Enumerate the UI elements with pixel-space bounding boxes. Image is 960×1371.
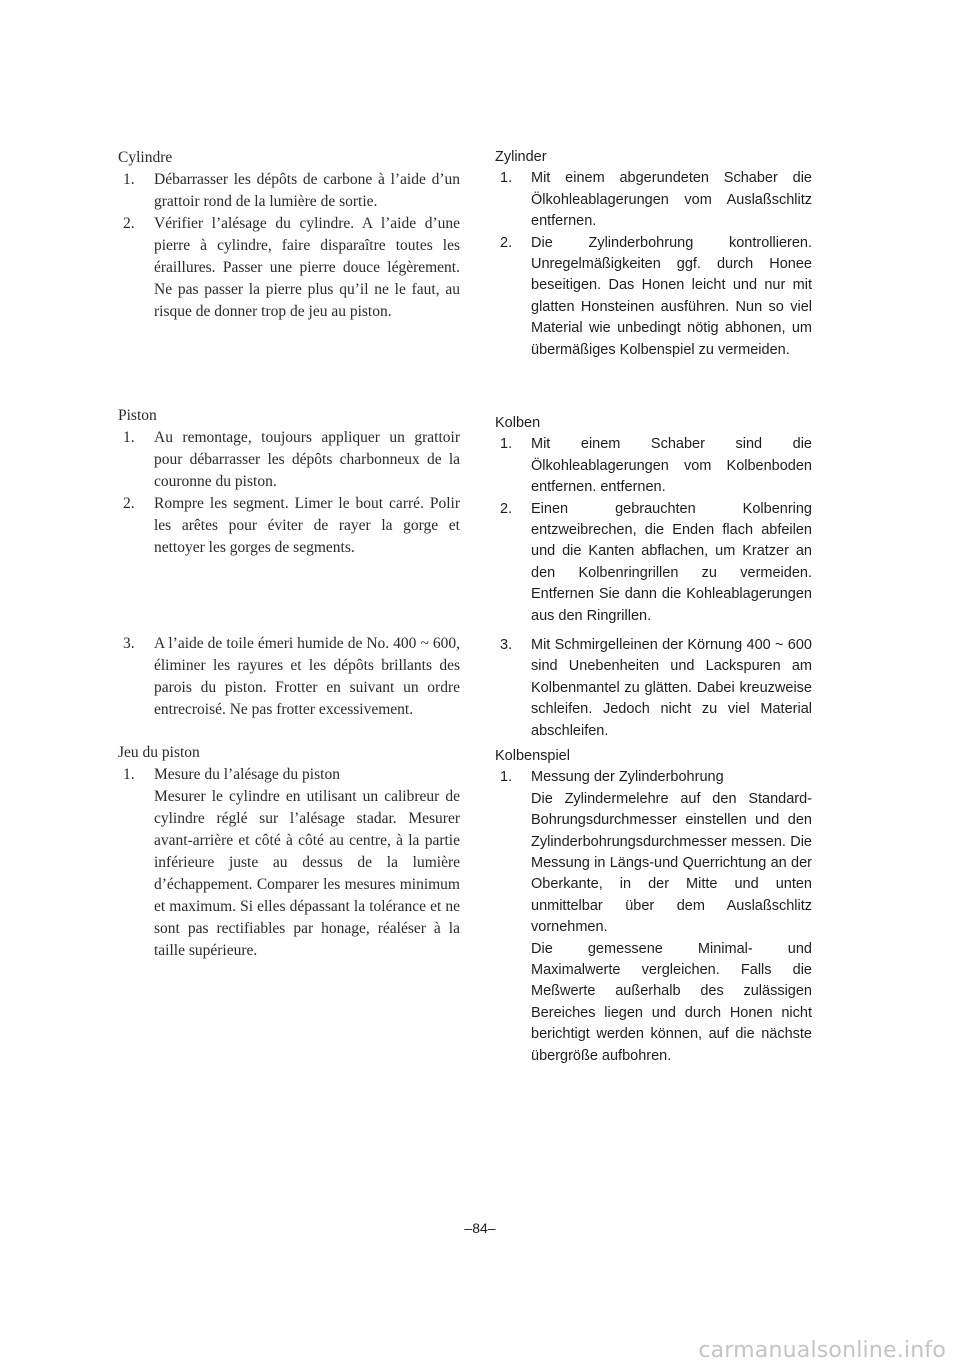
- item-text: Die Zylindermelehre auf den Standard-Bohrungsdurchmesser einstellen und den Zylinderbohrungsdurchmesser messen. Die Messung in Längs-und Querrichtung an der Oberkante, in der Mitte und unten unmittelbar über dem Auslaßschlitz vornehmen.: [531, 790, 812, 936]
- item-number: 1.: [500, 769, 513, 786]
- item-number: 1.: [123, 766, 135, 783]
- fr-clearance-section: [118, 742, 460, 962]
- item-text: Die gemessene Minimal- und Maximalwerte vergleichen. Falls die Meßwerte außerhalb des zulässigen Bereiches liegen und durch Honen nicht berichtigt werden können, auf die nächste übergröße aufbohren.: [531, 940, 812, 1064]
- list-item: [495, 635, 812, 742]
- list-item: [118, 213, 460, 323]
- fr-piston-section: [118, 405, 460, 559]
- list-item: [495, 767, 812, 1067]
- item-number: 2.: [500, 234, 513, 251]
- section-heading: Zylinder: [495, 149, 547, 165]
- item-text: Débarrasser les dépôts de carbone à l’aide d’un grattoir rond de la lumière de sortie.: [154, 171, 460, 210]
- list-item: [118, 633, 460, 721]
- list-item: [495, 168, 812, 232]
- list-item: [118, 427, 460, 493]
- item-text: Mesurer le cylindre en utilisant un calibreur de cylindre réglé sur l’alésage stadar. Mesurer avant-arrière et côté à côté au centre, à la partie inférieure juste au dessus de la lumière d’échappement. Comparer les mesures minimum et maximum. Si elles dépassant la tolérance et ne sont pas rectifiables par honage, réaléser à la taille supérieure.: [154, 788, 460, 959]
- section-heading: Kolben: [495, 415, 541, 431]
- fr-piston-item-3: [118, 633, 460, 721]
- item-text: Vérifier l’alésage du cylindre. A l’aide d’une pierre à cylindre, faire disparaître toutes les éraillures. Passer une pierre douce légèrement. Ne pas passer la pierre plus qu’il ne le faut, au risque de donner trop de jeu au piston.: [154, 215, 460, 320]
- watermark: carmanualsonline.info: [698, 1338, 946, 1363]
- section-heading: Kolbenspiel: [495, 748, 570, 764]
- section-heading: Jeu du piston: [118, 744, 200, 761]
- list-item: [495, 233, 812, 361]
- fr-cylinder-section: [118, 147, 460, 323]
- item-number: 1.: [123, 171, 135, 188]
- item-number: 2.: [500, 500, 513, 517]
- item-number: 3.: [123, 635, 135, 652]
- item-title: Mesure du l’alésage du piston: [154, 766, 340, 783]
- de-clearance-section: [495, 746, 812, 1067]
- list-item: [118, 169, 460, 213]
- item-text: Mit einem Schaber sind die Ölkohleablagerungen vom Kolbenboden entfernen. entfernen.: [531, 436, 812, 496]
- section-heading: Cylindre: [118, 149, 173, 166]
- item-text: Die Zylinderbohrung kontrollieren. Unregelmäßigkeiten ggf. durch Honee beseitigen. Das Honen leicht und nur mit glatten Honsteinen ausführen. Nun so viel Material wie unbedingt nötig abhonen, um übermäßiges Kolbenspiel zu vermeiden.: [531, 234, 812, 358]
- list-item: [495, 434, 812, 498]
- item-text: Einen gebrauchten Kolbenring entzweibrechen, die Enden flach abfeilen und die Kanten abflachen, um Kratzer an den Kolbenringrillen zu vermeiden. Entfernen Sie dann die Kohleablagerungen aus den Ringrillen.: [531, 500, 812, 624]
- item-number: 3.: [500, 637, 513, 653]
- de-piston-item-3: [495, 635, 812, 742]
- de-cylinder-section: [495, 147, 812, 361]
- item-number: 1.: [500, 436, 513, 453]
- item-text: Rompre les segment. Limer le bout carré. Polir les arêtes pour éviter de rayer la gorge et nettoyer les gorges de segments.: [154, 495, 460, 556]
- item-text: Mit einem abgerundeten Schaber die Ölkohleablagerungen vom Auslaßschlitz entfernen.: [531, 170, 812, 230]
- de-piston-section: [495, 413, 812, 627]
- list-item: [118, 493, 460, 559]
- item-text: Mit Schmirgelleinen der Körnung 400 ~ 600 sind Unebenheiten und Lackspuren am Kolbenmantel zu glätten. Dabei kreuzweise schleifen. Jedoch nicht zu viel Material abschleifen.: [531, 637, 812, 739]
- list-item: [118, 764, 460, 962]
- item-number: 1.: [123, 429, 135, 446]
- item-text: Au remontage, toujours appliquer un grattoir pour débarrasser les dépôts charbonneux de la couronne du piston.: [154, 429, 460, 490]
- list-item: [495, 499, 812, 627]
- item-number: 1.: [500, 170, 513, 187]
- section-heading: Piston: [118, 407, 157, 424]
- item-number: 2.: [123, 215, 135, 232]
- item-text: A l’aide de toile émeri humide de No. 400 ~ 600, éliminer les rayures et les dépôts brillants des parois du piston. Frotter en suivant un ordre entrecroisé. Ne pas frotter excessivement.: [154, 635, 460, 718]
- page-number: –84–: [464, 1220, 496, 1236]
- item-number: 2.: [123, 495, 135, 512]
- item-title: Messung der Zylinderbohrung: [531, 769, 724, 786]
